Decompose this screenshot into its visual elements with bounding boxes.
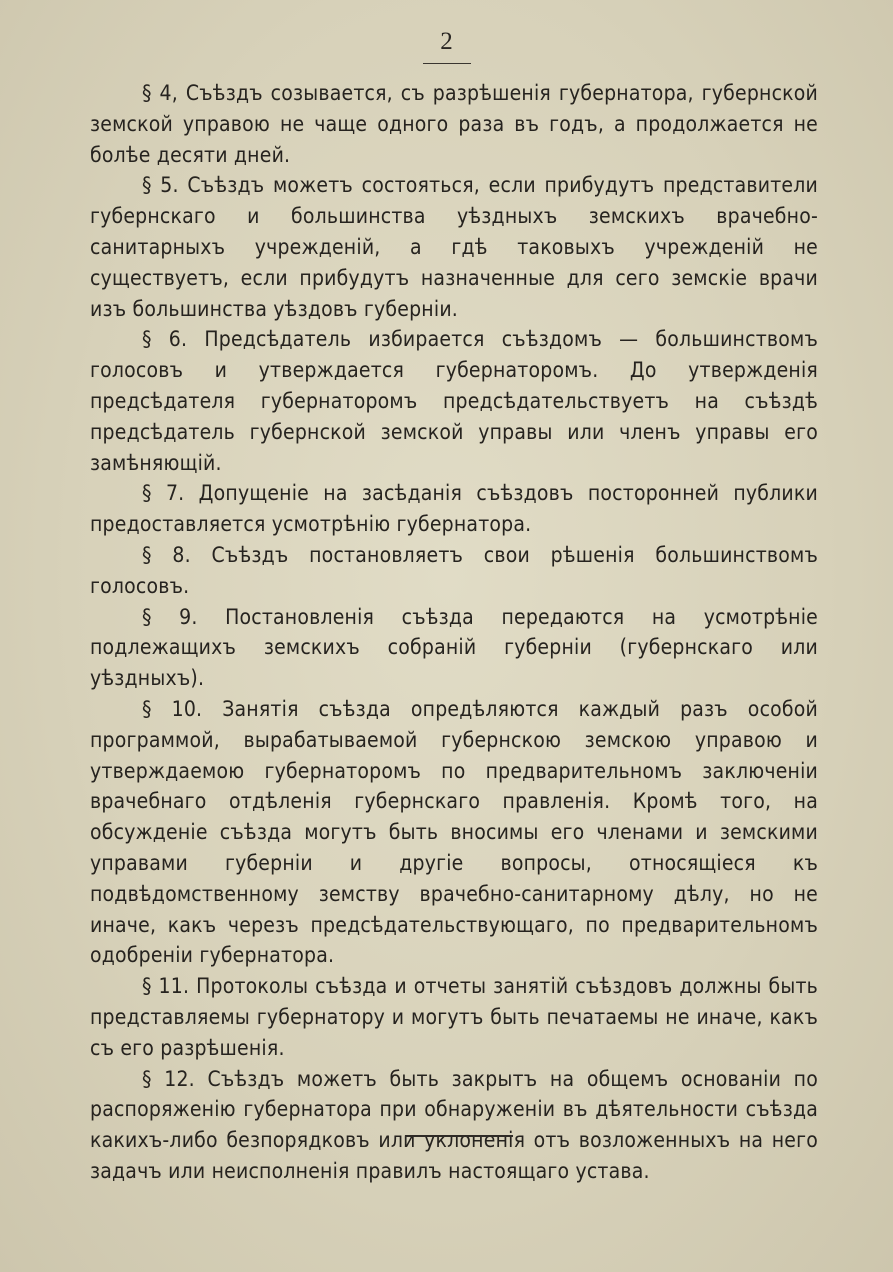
paragraph-section-5: § 5. Съѣздъ можетъ состояться, если прибудутъ представители губернскаго и большинства уѣздныхъ земскихъ врачебно-санитарныхъ учрежденій, а гдѣ таковыхъ учрежденій не существуетъ, если прибудутъ назначенные для сего земскіе врачи изъ большинства уѣздовъ губерніи. [90,173,818,321]
paragraph-section-12: § 12. Съѣздъ можетъ быть закрытъ на общемъ основаніи по распоряженію губернатора при обнаруженіи въ дѣятельности съѣзда какихъ-либо безпорядковъ или уклоненія отъ возложенныхъ на него задачъ или неисполненія правилъ настоящаго устава. [90,1066,818,1183]
paragraph-section-6: § 6. Предсѣдатель избирается съѣздомъ — большинствомъ голосовъ и утверждается губернаторомъ. До утвержденія предсѣдателя губернаторомъ предсѣдательствуетъ на съѣздѣ предсѣдатель губернской земской управы или членъ управы его замѣняющій. [90,327,818,475]
paragraph-section-4: § 4, Съѣздъ созывается, съ разрѣшенія губернатора, губернской земской управою не чаще одного раза въ годъ, а продолжается не болѣе десяти дней. [90,81,818,167]
page-number: 2 [440,28,453,55]
body-text [90,78,818,1187]
end-rule [405,1135,513,1137]
paragraph-section-11: § 11. Протоколы съѣзда и отчеты занятій съѣздовъ должны быть представляемы губернатору и могутъ быть печатаемы не иначе, какъ съ его разрѣшенія. [90,974,818,1060]
paragraph-section-7: § 7. Допущеніе на засѣданія съѣздовъ посторонней публики предоставляется усмотрѣнію губернатора. [90,481,818,537]
paragraph-section-8: § 8. Съѣздъ постановляетъ свои рѣшенія большинствомъ голосовъ. [90,542,818,598]
paragraph-section-10: § 10. Занятія съѣзда опредѣляются каждый разъ особой программой, вырабатываемой губернскою земскою управою и утверждаемою губернаторомъ по предварительномъ заключеніи врачебнаго отдѣленія губернскаго правленія. Кромѣ того, на обсужденіе съѣзда могутъ быть вносимы его членами и земскими управами губерніи и другіе вопросы, относящіеся къ подвѣдомственному земству врачебно-санитарному дѣлу, но не иначе, какъ черезъ предсѣдательствующаго, по предварительномъ одобреніи губернатора. [90,696,818,968]
paragraph-section-9: § 9. Постановленія съѣзда передаются на усмотрѣніе подлежащихъ земскихъ собраній губерніи (губернскаго или уѣздныхъ). [90,604,818,691]
header-rule [423,63,471,64]
